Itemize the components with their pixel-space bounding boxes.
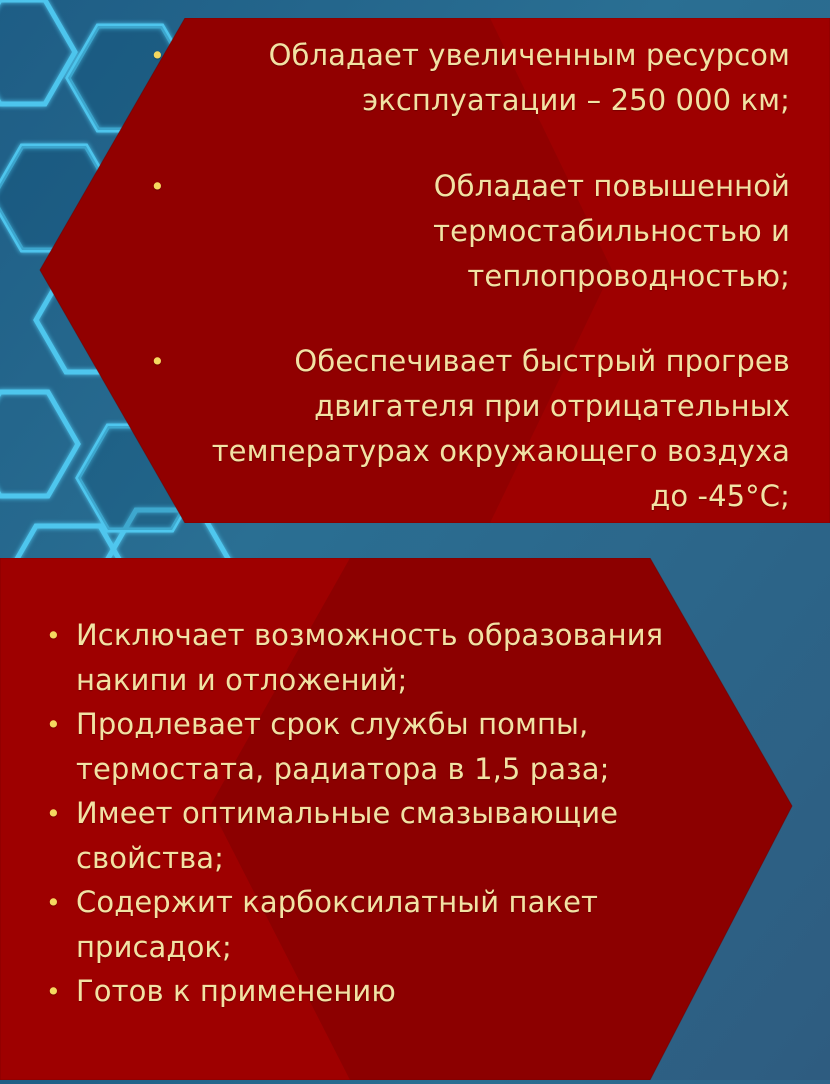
feature-text (150, 164, 790, 299)
bottom-feature-panel (0, 558, 830, 1080)
feature-line: Содержит карбоксилатный пакет (76, 885, 599, 919)
bottom-feature-item (40, 969, 700, 1014)
feature-line: двигателя при отрицательных (314, 389, 790, 423)
bullet-icon: • (46, 621, 61, 650)
bullet-icon: • (150, 347, 165, 376)
feature-line: теплопроводностью; (467, 259, 790, 293)
feature-line: до -45°С; (650, 479, 790, 513)
feature-line: Исключает возможность образования (76, 618, 664, 652)
feature-line: Готов к применению (76, 974, 396, 1008)
feature-line: термостата, радиатора в 1,5 раза; (76, 752, 610, 786)
feature-line: термостабильностью и (433, 214, 790, 248)
feature-text (40, 613, 700, 703)
feature-line: Обладает увеличенным ресурсом (268, 38, 790, 72)
feature-line: эксплуатации – 250 000 км; (362, 83, 790, 117)
feature-line: присадок; (76, 930, 232, 964)
bullet-icon: • (46, 710, 61, 739)
feature-line: Обладает повышенной (433, 169, 790, 203)
feature-text (150, 33, 790, 123)
bottom-feature-item (40, 702, 700, 792)
bottom-feature-item (40, 880, 700, 970)
bullet-icon: • (46, 888, 61, 917)
feature-line: Обеспечивает быстрый прогрев (294, 344, 790, 378)
bullet-icon: • (46, 977, 61, 1006)
feature-text (40, 791, 700, 881)
feature-text (40, 969, 700, 1014)
feature-line: Продлевает срок службы помпы, (76, 707, 589, 741)
bullet-icon: • (150, 172, 165, 201)
feature-text (40, 702, 700, 792)
bottom-feature-item (40, 791, 700, 881)
bullet-icon: • (150, 41, 165, 70)
bottom-feature-item (40, 613, 700, 703)
feature-line: накипи и отложений; (76, 663, 408, 697)
feature-line: Имеет оптимальные смазывающие (76, 796, 619, 830)
top-feature-panel (0, 18, 830, 523)
feature-text (150, 339, 790, 519)
feature-line: свойства; (76, 841, 224, 875)
top-feature-item (150, 33, 790, 123)
bullet-icon: • (46, 799, 61, 828)
feature-text (40, 880, 700, 970)
top-feature-item (150, 339, 790, 519)
feature-line: температурах окружающего воздуха (211, 434, 790, 468)
top-feature-item (150, 164, 790, 299)
